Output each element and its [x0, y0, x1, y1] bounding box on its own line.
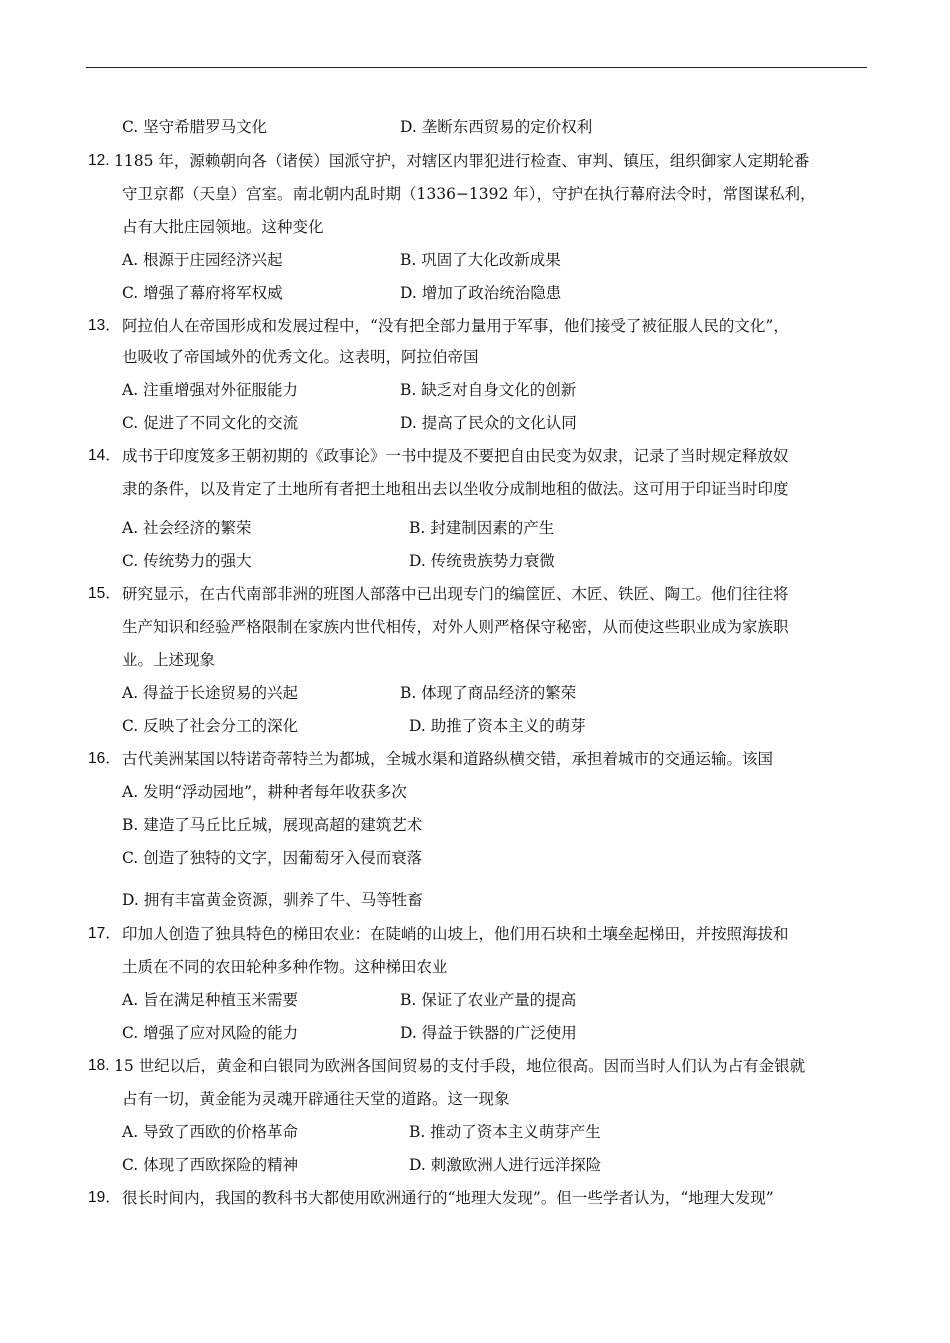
- option-11-c: C. 坚守希腊罗马文化: [122, 118, 268, 136]
- question-19-number: 19．: [88, 1189, 121, 1206]
- question-16-line-1: 古代美洲某国以特诺奇蒂特兰为都城，全城水渠和道路纵横交错，承担着城市的交通运输。该国: [122, 750, 774, 768]
- option-12-b: B. 巩固了大化改新成果: [400, 251, 561, 269]
- question-14-line-1: 成书于印度笈多王朝初期的《政事论》一书中提及不要把自由民变为奴隶，记录了当时规定释放奴: [122, 447, 789, 465]
- question-12-line-1: 1185 年，源赖朝向各（诸侯）国派守护，对辖区内罪犯进行检查、审判、镇压，组织御家人定期轮番: [114, 152, 810, 170]
- option-12-c: C. 增强了幕府将军权威: [122, 284, 283, 302]
- question-12-line-3: 占有大批庄园领地。这种变化: [122, 218, 324, 236]
- question-17-line-1: 印加人创造了独具特色的梯田农业：在陡峭的山坡上，他们用石块和土壤垒起梯田，并按照海拔和: [122, 925, 789, 943]
- option-14-c: C. 传统势力的强大: [122, 552, 252, 570]
- question-18-line-2: 占有一切，黄金能为灵魂开辟通往天堂的道路。这一现象: [122, 1090, 510, 1108]
- header-rule: [86, 67, 867, 68]
- option-13-a: A. 注重增强对外征服能力: [122, 381, 299, 399]
- option-15-c: C. 反映了社会分工的深化: [122, 717, 299, 735]
- question-16-number: 16．: [88, 750, 121, 767]
- option-17-b: B. 保证了农业产量的提高: [400, 991, 577, 1009]
- option-16-a: A. 发明“浮动园地”，耕种者每年收获多次: [122, 783, 407, 801]
- option-16-b: B. 建造了马丘比丘城，展现高超的建筑艺术: [122, 816, 423, 834]
- option-13-c: C. 促进了不同文化的交流: [122, 414, 299, 432]
- question-15-line-3: 业。上述现象: [122, 651, 216, 669]
- option-15-b: B. 体现了商品经济的繁荣: [400, 684, 577, 702]
- option-18-a: A. 导致了西欧的价格革命: [122, 1123, 299, 1141]
- question-12-line-2: 守卫京都（天皇）宫室。南北朝内乱时期（1336−1392 年），守护在执行幕府法令时，常图谋私利，: [122, 185, 816, 203]
- option-18-b: B. 推动了资本主义萌芽产生: [409, 1123, 601, 1141]
- option-12-d: D. 增加了政治统治隐患: [400, 284, 562, 302]
- option-17-d: D. 得益于铁器的广泛使用: [400, 1024, 577, 1042]
- question-13-line-1: 阿拉伯人在帝国形成和发展过程中，“没有把全部力量用于军事，他们接受了被征服人民的文化”，: [122, 317, 789, 335]
- option-15-a: A. 得益于长途贸易的兴起: [122, 684, 299, 702]
- option-14-a: A. 社会经济的繁荣: [122, 519, 252, 537]
- question-19-line-1: 很长时间内，我国的教科书大都使用欧洲通行的“地理大发现”。但一些学者认为，“地理大发现”: [122, 1189, 774, 1207]
- option-15-d: D. 助推了资本主义的萌芽: [409, 717, 586, 735]
- question-18-number: 18.: [88, 1057, 110, 1074]
- option-16-c: C. 创造了独特的文字，因葡萄牙入侵而衰落: [122, 849, 423, 867]
- option-12-a: A. 根源于庄园经济兴起: [122, 251, 283, 269]
- option-17-a: A. 旨在满足种植玉米需要: [122, 991, 299, 1009]
- option-13-b: B. 缺乏对自身文化的创新: [400, 381, 577, 399]
- option-13-d: D. 提高了民众的文化认同: [400, 414, 577, 432]
- option-11-d: D. 垄断东西贸易的定价权利: [400, 118, 593, 136]
- option-16-d: D. 拥有丰富黄金资源，驯养了牛、马等牲畜: [122, 891, 423, 909]
- question-13-line-2: 也吸收了帝国域外的优秀文化。这表明，阿拉伯帝国: [122, 348, 479, 366]
- question-17-number: 17．: [88, 925, 121, 942]
- question-15-line-1: 研究显示，在古代南部非洲的班图人部落中已出现专门的编筐匠、木匠、铁匠、陶工。他们往往将: [122, 585, 789, 603]
- question-15-number: 15．: [88, 585, 121, 602]
- option-14-d: D. 传统贵族势力衰微: [409, 552, 555, 570]
- option-17-c: C. 增强了应对风险的能力: [122, 1024, 299, 1042]
- question-14-line-2: 隶的条件，以及肯定了土地所有者把土地租出去以坐收分成制地租的做法。这可用于印证当时印度: [122, 480, 789, 498]
- option-14-b: B. 封建制因素的产生: [409, 519, 555, 537]
- question-14-number: 14．: [88, 447, 121, 464]
- question-12-number: 12.: [88, 152, 110, 169]
- question-15-line-2: 生产知识和经验严格限制在家族内世代相传，对外人则严格保守秘密，从而使这些职业成为家族职: [122, 618, 789, 636]
- question-17-line-2: 土质在不同的农田轮种多种作物。这种梯田农业: [122, 958, 448, 976]
- option-18-c: C. 体现了西欧探险的精神: [122, 1156, 299, 1174]
- question-18-line-1: 15 世纪以后，黄金和白银同为欧洲各国间贸易的支付手段，地位很高。因而当时人们认为占有金银就: [114, 1057, 806, 1075]
- question-13-number: 13．: [88, 317, 121, 334]
- option-18-d: D. 刺激欧洲人进行远洋探险: [409, 1156, 602, 1174]
